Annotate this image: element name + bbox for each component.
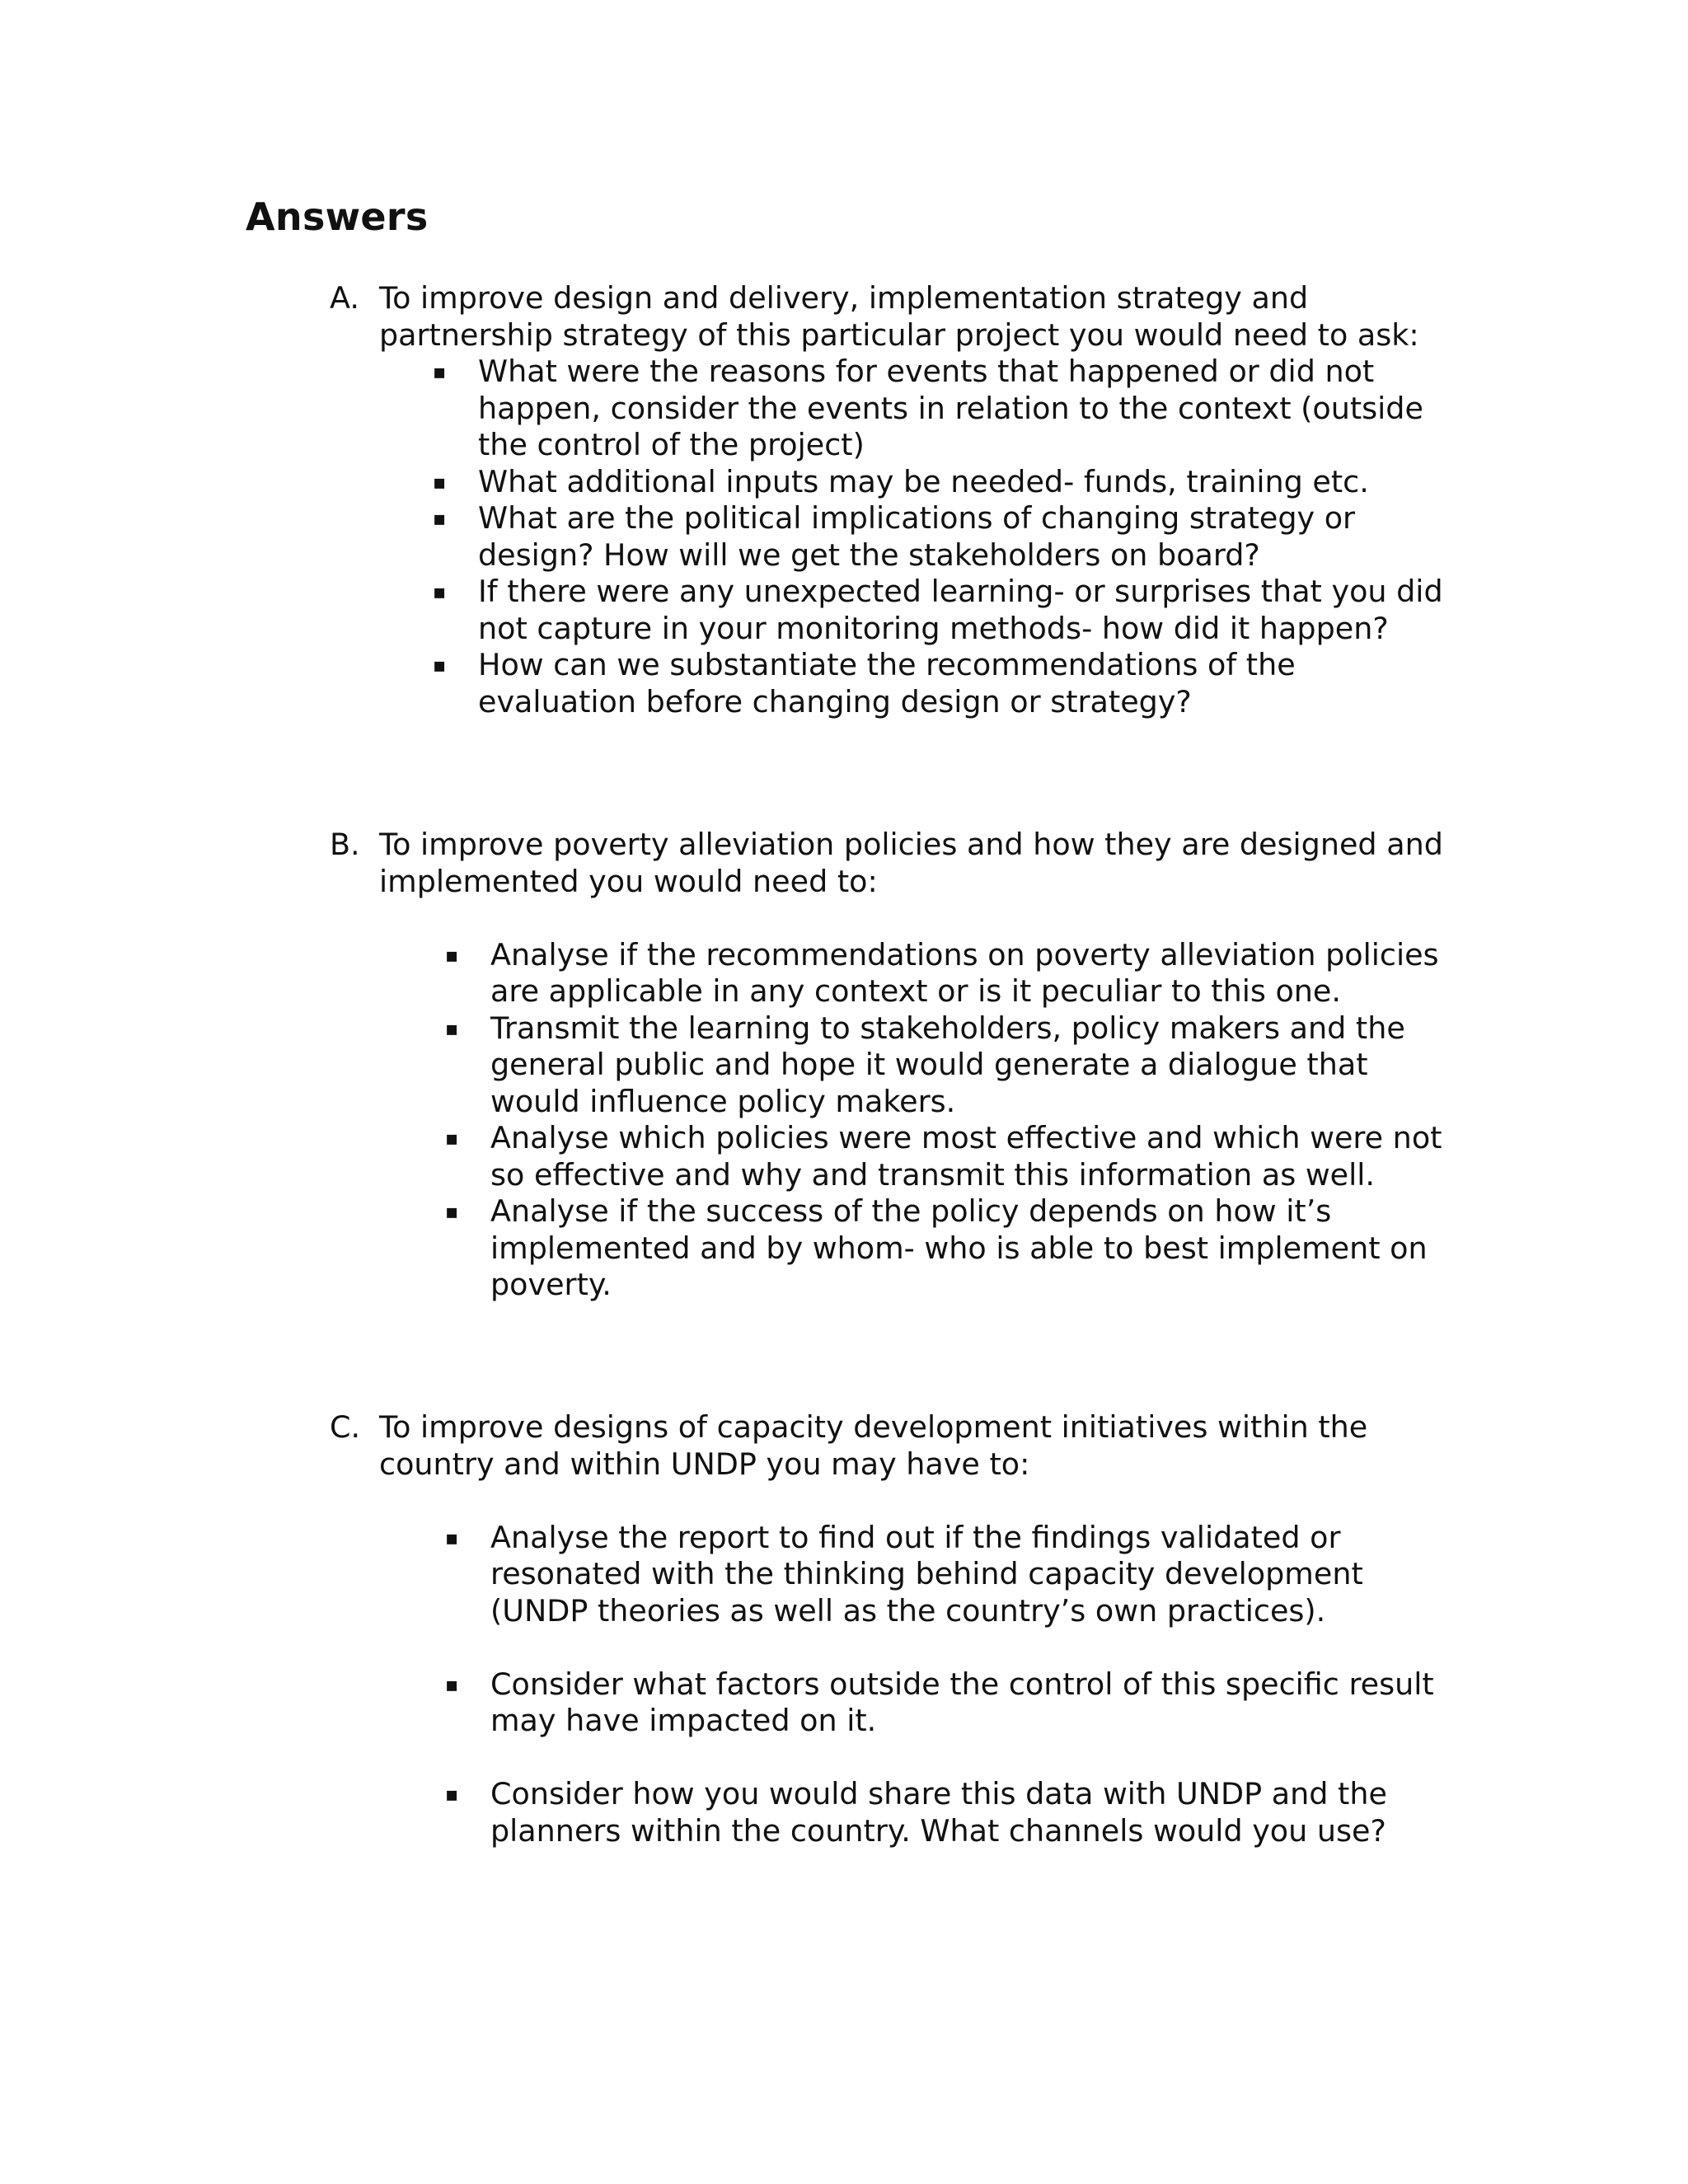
list-item-text: Analyse if the success of the policy depends on how it’s implemented and by whom- who is able to best implement on poverty. — [490, 1193, 1428, 1302]
square-bullet-icon: ▪ — [445, 1127, 459, 1150]
bullet-list — [330, 354, 1451, 720]
list-item — [445, 1776, 1451, 1849]
answer-section-a — [330, 280, 1451, 720]
list-item-text: Analyse the report to find out if the findings validated or resonated with the thinking behind capacity development (UNDP theories as well as the country’s own practices). — [490, 1519, 1363, 1629]
section-letter: B. — [330, 827, 360, 862]
list-item — [433, 647, 1451, 720]
list-item — [433, 574, 1451, 647]
square-bullet-icon: ▪ — [433, 360, 447, 383]
list-item-text: Transmit the learning to stakeholders, policy makers and the general public and hope it would generate a dialogue that would influence policy makers. — [490, 1010, 1405, 1119]
list-item — [433, 463, 1451, 501]
square-bullet-icon: ▪ — [445, 1672, 459, 1696]
page-title: Answers — [246, 194, 429, 239]
section-intro — [330, 1409, 1451, 1483]
list-item — [445, 1666, 1451, 1740]
square-bullet-icon: ▪ — [433, 507, 447, 530]
square-bullet-icon: ▪ — [445, 1526, 459, 1549]
list-item-text: Consider how you would share this data with UNDP and the planners within the country. What channels would you use? — [490, 1776, 1387, 1849]
list-item — [445, 1193, 1451, 1304]
answer-section-b — [330, 827, 1451, 1304]
list-item-text: What were the reasons for events that happened or did not happen, consider the events in relation to the context (outside the control of the project) — [478, 354, 1423, 462]
list-item — [433, 354, 1451, 464]
square-bullet-icon: ▪ — [445, 1016, 459, 1040]
square-bullet-icon: ▪ — [445, 1200, 459, 1223]
section-letter: C. — [330, 1409, 361, 1445]
bullet-list — [330, 937, 1451, 1304]
bullet-list — [330, 1520, 1451, 1850]
list-item-text: Consider what factors outside the control of this specific result may have impacted on it. — [490, 1666, 1434, 1738]
section-intro — [330, 280, 1451, 354]
list-item — [433, 500, 1451, 574]
section-letter: A. — [330, 280, 359, 316]
section-intro — [330, 827, 1451, 900]
square-bullet-icon: ▪ — [445, 1783, 459, 1806]
square-bullet-icon: ▪ — [433, 470, 447, 494]
square-bullet-icon: ▪ — [433, 580, 447, 603]
list-item-text: How can we substantiate the recommendations of the evaluation before changing design or strategy? — [478, 647, 1296, 719]
list-item — [445, 1519, 1451, 1630]
list-item-text: What additional inputs may be needed- funds, training etc. — [478, 463, 1369, 499]
list-item — [445, 1120, 1451, 1193]
list-item — [445, 936, 1451, 1010]
answer-section-c — [330, 1409, 1451, 1849]
list-item-text: Analyse which policies were most effective and which were not so effective and why and transmit this information as well. — [490, 1120, 1442, 1193]
square-bullet-icon: ▪ — [433, 654, 447, 677]
section-intro-text: To improve designs of capacity development initiatives within the country and within UNDP you may have to: — [379, 1409, 1368, 1482]
list-item — [445, 1010, 1451, 1121]
list-item-text: If there were any unexpected learning- or surprises that you did not capture in your monitoring methods- how did it happen? — [478, 574, 1443, 646]
section-intro-text: To improve design and delivery, implementation strategy and partnership strategy of this particular project you would need to ask: — [379, 280, 1419, 353]
list-item-text: Analyse if the recommendations on poverty alleviation policies are applicable in any context or is it peculiar to this one. — [490, 936, 1439, 1009]
square-bullet-icon: ▪ — [445, 943, 459, 967]
list-item-text: What are the political implications of changing strategy or design? How will we get the stakeholders on board? — [478, 500, 1356, 573]
section-intro-text: To improve poverty alleviation policies and how they are designed and implemented you would need to: — [379, 827, 1443, 899]
